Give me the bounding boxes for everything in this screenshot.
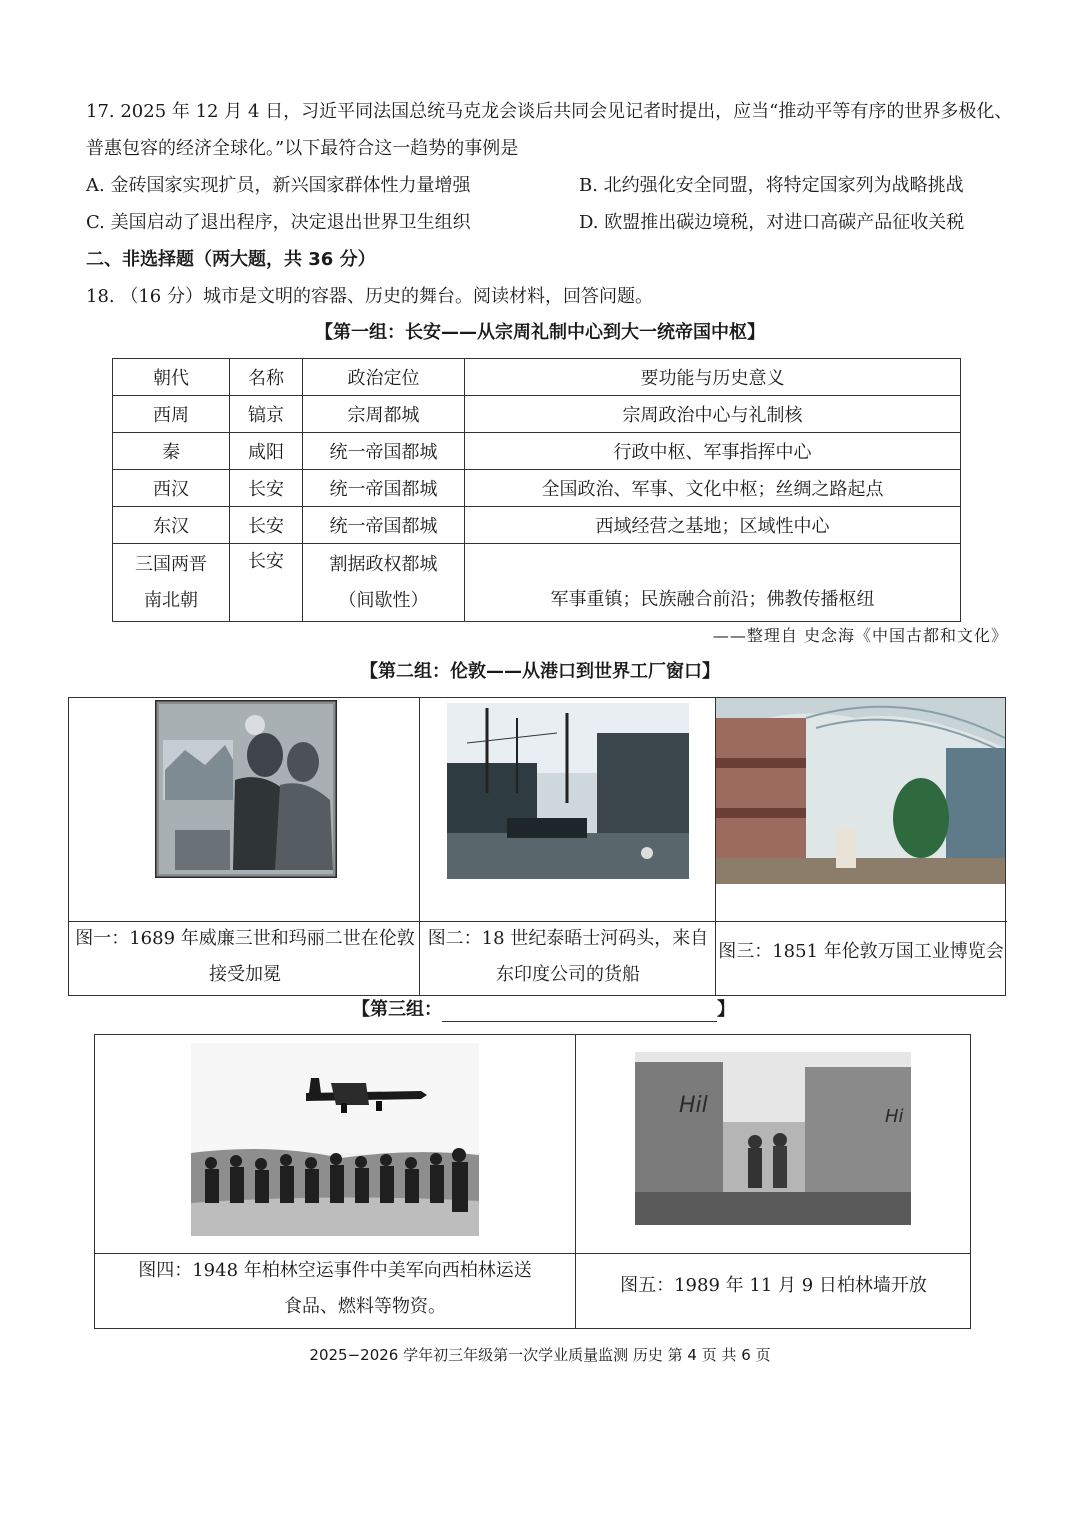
berlin-airlift-image xyxy=(191,1043,479,1236)
group2-title: 【第二组：伦敦——从港口到世界工厂窗口】 xyxy=(360,661,720,682)
table-row xyxy=(113,396,961,433)
coronation-engraving-image xyxy=(155,700,337,878)
fig2-caption-line1: 图二：18 世纪泰晤士河码头，来自 xyxy=(427,928,709,949)
berlin-wall-image xyxy=(635,1052,911,1225)
table-source: ——整理自 史念海《中国古都和文化》 xyxy=(712,626,1008,645)
page-footer: 2025−2026 学年初三年级第一次学业质量监测 历史 第 4 页 共 6 页 xyxy=(309,1346,771,1364)
q17-option-c: C. 美国启动了退出程序，决定退出世界卫生组织 xyxy=(86,212,471,233)
cell-position: 统一帝国都城 xyxy=(303,470,465,507)
name-text: 长安 xyxy=(248,551,284,572)
section2-heading: 二、非选择题（两大题，共 36 分） xyxy=(86,249,376,270)
cell-dynasty xyxy=(113,544,230,622)
table-header-row xyxy=(113,359,961,396)
cell-name xyxy=(230,544,303,622)
dynasty-line2: 南北朝 xyxy=(144,589,198,611)
header-significance: 要功能与历史意义 xyxy=(465,359,961,396)
fig2-caption xyxy=(421,921,715,993)
cell-position xyxy=(303,544,465,622)
crystal-palace-image xyxy=(716,698,1005,884)
cell-significance: 西域经营之基地；区域性中心 xyxy=(465,507,961,544)
fig1-caption xyxy=(71,921,419,993)
group3-title-blank[interactable] xyxy=(442,1003,717,1022)
cell-name: 长安 xyxy=(230,470,303,507)
cell-position: 宗周都城 xyxy=(303,396,465,433)
table-row xyxy=(113,433,961,470)
cell-significance: 全国政治、军事、文化中枢；丝绸之路起点 xyxy=(465,470,961,507)
fig4-caption xyxy=(95,1253,575,1325)
q17-option-b: B. 北约强化安全同盟，将特定国家列为战略挑战 xyxy=(579,175,964,196)
dynasty-line1: 三国两晋 xyxy=(135,553,207,575)
cell-name: 咸阳 xyxy=(230,433,303,470)
fig5-caption: 图五：1989 年 11 月 9 日柏林墙开放 xyxy=(620,1275,927,1296)
cell-significance: 行政中枢、军事指挥中心 xyxy=(465,433,961,470)
q17-stem-line1: 17. 2025 年 12 月 4 日，习近平同法国总统马克龙会谈后共同会见记者时提出，应当“推动平等有序的世界多极化、 xyxy=(86,101,1013,122)
q17-option-a: A. 金砖国家实现扩员，新兴国家群体性力量增强 xyxy=(86,175,471,196)
fig4-caption-line1: 图四：1948 年柏林空运事件中美军向西柏林运送 xyxy=(138,1260,532,1281)
table-row xyxy=(113,507,961,544)
q18-intro: 18. （16 分）城市是文明的容器、历史的舞台。阅读材料，回答问题。 xyxy=(86,286,653,307)
table-row xyxy=(113,470,961,507)
cell-dynasty: 秦 xyxy=(113,433,230,470)
fig2-caption-line2: 东印度公司的货船 xyxy=(496,964,640,985)
group3-title-prefix: 【第三组： xyxy=(352,999,442,1020)
position-line1: 割据政权都城 xyxy=(329,553,438,575)
wall-graffiti-left: Hil xyxy=(679,1093,708,1118)
position-line2: （间歇性） xyxy=(338,589,429,611)
changan-table xyxy=(112,358,961,622)
cell-position: 统一帝国都城 xyxy=(303,507,465,544)
cell-dynasty: 东汉 xyxy=(113,507,230,544)
fig4-caption-line2: 食品、燃料等物资。 xyxy=(284,1296,446,1317)
fig3-caption: 图三：1851 年伦敦万国工业博览会 xyxy=(718,941,1004,962)
cell-name: 镐京 xyxy=(230,396,303,433)
group3-title-suffix: 】 xyxy=(717,999,735,1020)
header-name: 名称 xyxy=(230,359,303,396)
berlin-figure-table xyxy=(94,1034,971,1329)
table-row xyxy=(113,544,961,622)
cell-dynasty: 西周 xyxy=(113,396,230,433)
wall-graffiti-right: Hi xyxy=(885,1106,904,1127)
cell-significance xyxy=(465,544,961,622)
cell-significance: 宗周政治中心与礼制核 xyxy=(465,396,961,433)
header-position: 政治定位 xyxy=(303,359,465,396)
london-figure-table xyxy=(68,697,1006,996)
group1-title: 【第一组：长安——从宗周礼制中心到大一统帝国中枢】 xyxy=(315,322,765,343)
thames-docks-image xyxy=(447,703,689,879)
cell-position: 统一帝国都城 xyxy=(303,433,465,470)
cell-dynasty: 西汉 xyxy=(113,470,230,507)
significance-text: 军事重镇；民族融合前沿；佛教传播枢纽 xyxy=(550,589,875,610)
header-dynasty: 朝代 xyxy=(113,359,230,396)
q17-stem-line2: 普惠包容的经济全球化。”以下最符合这一趋势的事例是 xyxy=(86,138,519,159)
fig1-caption-line2: 接受加冕 xyxy=(209,964,281,985)
q17-option-d: D. 欧盟推出碳边境税，对进口高碳产品征收关税 xyxy=(579,212,965,233)
cell-name: 长安 xyxy=(230,507,303,544)
group3-title xyxy=(352,998,735,1022)
fig1-caption-line1: 图一：1689 年威廉三世和玛丽二世在伦敦 xyxy=(75,928,415,949)
